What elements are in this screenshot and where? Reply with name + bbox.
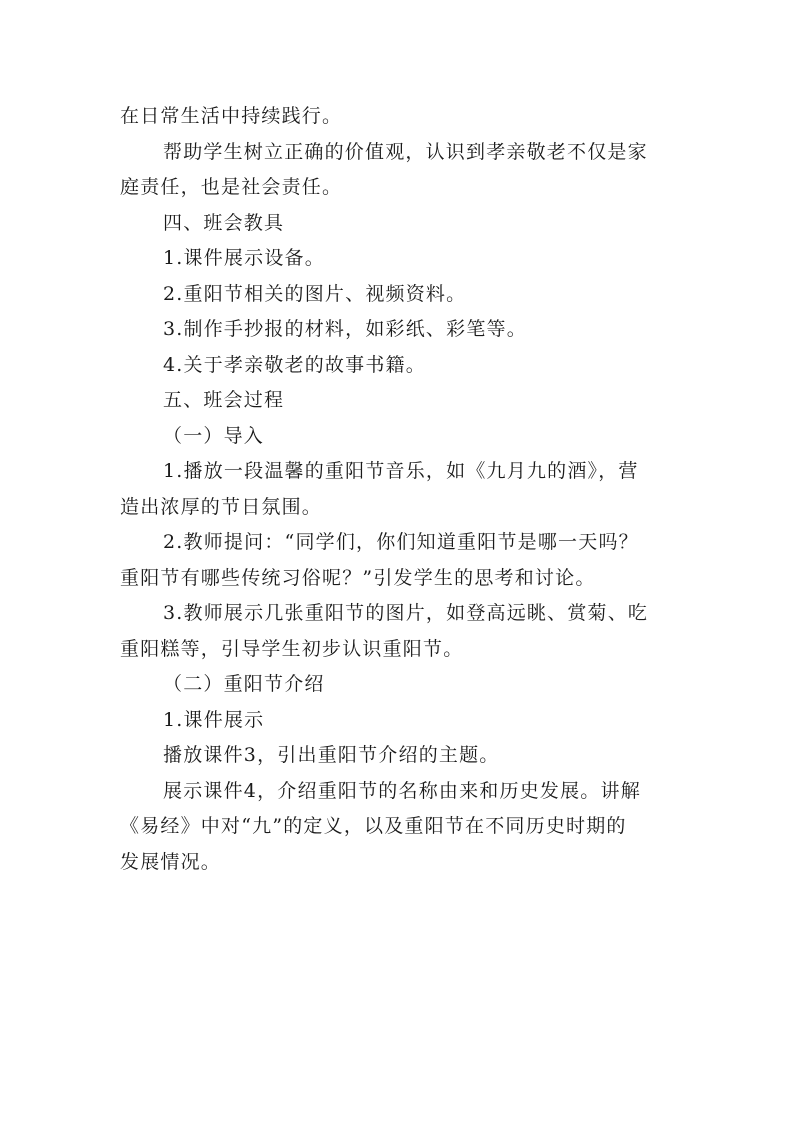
paragraph-line: 重阳糕等，引导学生初步认识重阳节。 <box>120 637 464 660</box>
list-item: 4.关于孝亲敬老的故事书籍。 <box>163 353 426 376</box>
paragraph-line: 庭责任，也是社会责任。 <box>120 176 343 198</box>
document-body <box>120 99 676 880</box>
section-heading: 四、班会教具 <box>163 211 285 234</box>
list-item: 1.课件展示设备。 <box>163 247 325 269</box>
paragraph-line: 造出浓厚的节日氛围。 <box>120 495 323 518</box>
paragraph-line: 在日常生活中持续践行。 <box>120 105 343 127</box>
list-item: 2.教师提问：“同学们，你们知道重阳节是哪一天吗？ <box>163 531 639 553</box>
subsection-heading: （一）导入 <box>163 424 265 447</box>
list-item: 3.教师展示几张重阳节的图片，如登高远眺、赏菊、吃 <box>163 602 649 624</box>
paragraph-line: 《易经》中对“九”的定义，以及重阳节在不同历史时期的 <box>120 815 627 837</box>
paragraph-line: 帮助学生树立正确的价值观，认识到孝亲敬老不仅是家 <box>163 140 648 163</box>
list-item: 3.制作手抄报的材料，如彩纸、彩笔等。 <box>163 318 527 340</box>
paragraph-line: 播放课件3，引出重阳节介绍的主题。 <box>163 744 500 766</box>
paragraph-line: 发展情况。 <box>120 850 222 873</box>
list-item: 1.课件展示 <box>163 708 265 731</box>
list-item: 1.播放一段温馨的重阳节音乐，如《九月九的酒》，营 <box>163 460 639 482</box>
section-heading: 五、班会过程 <box>163 389 285 411</box>
subsection-heading: （二）重阳节介绍 <box>163 673 325 695</box>
paragraph-line: 展示课件4，介绍重阳节的名称由来和历史发展。讲解 <box>163 779 641 802</box>
list-item: 2.重阳节相关的图片、视频资料。 <box>163 282 467 305</box>
paragraph-line: 重阳节有哪些传统习俗呢？”引发学生的思考和讨论。 <box>120 566 596 589</box>
